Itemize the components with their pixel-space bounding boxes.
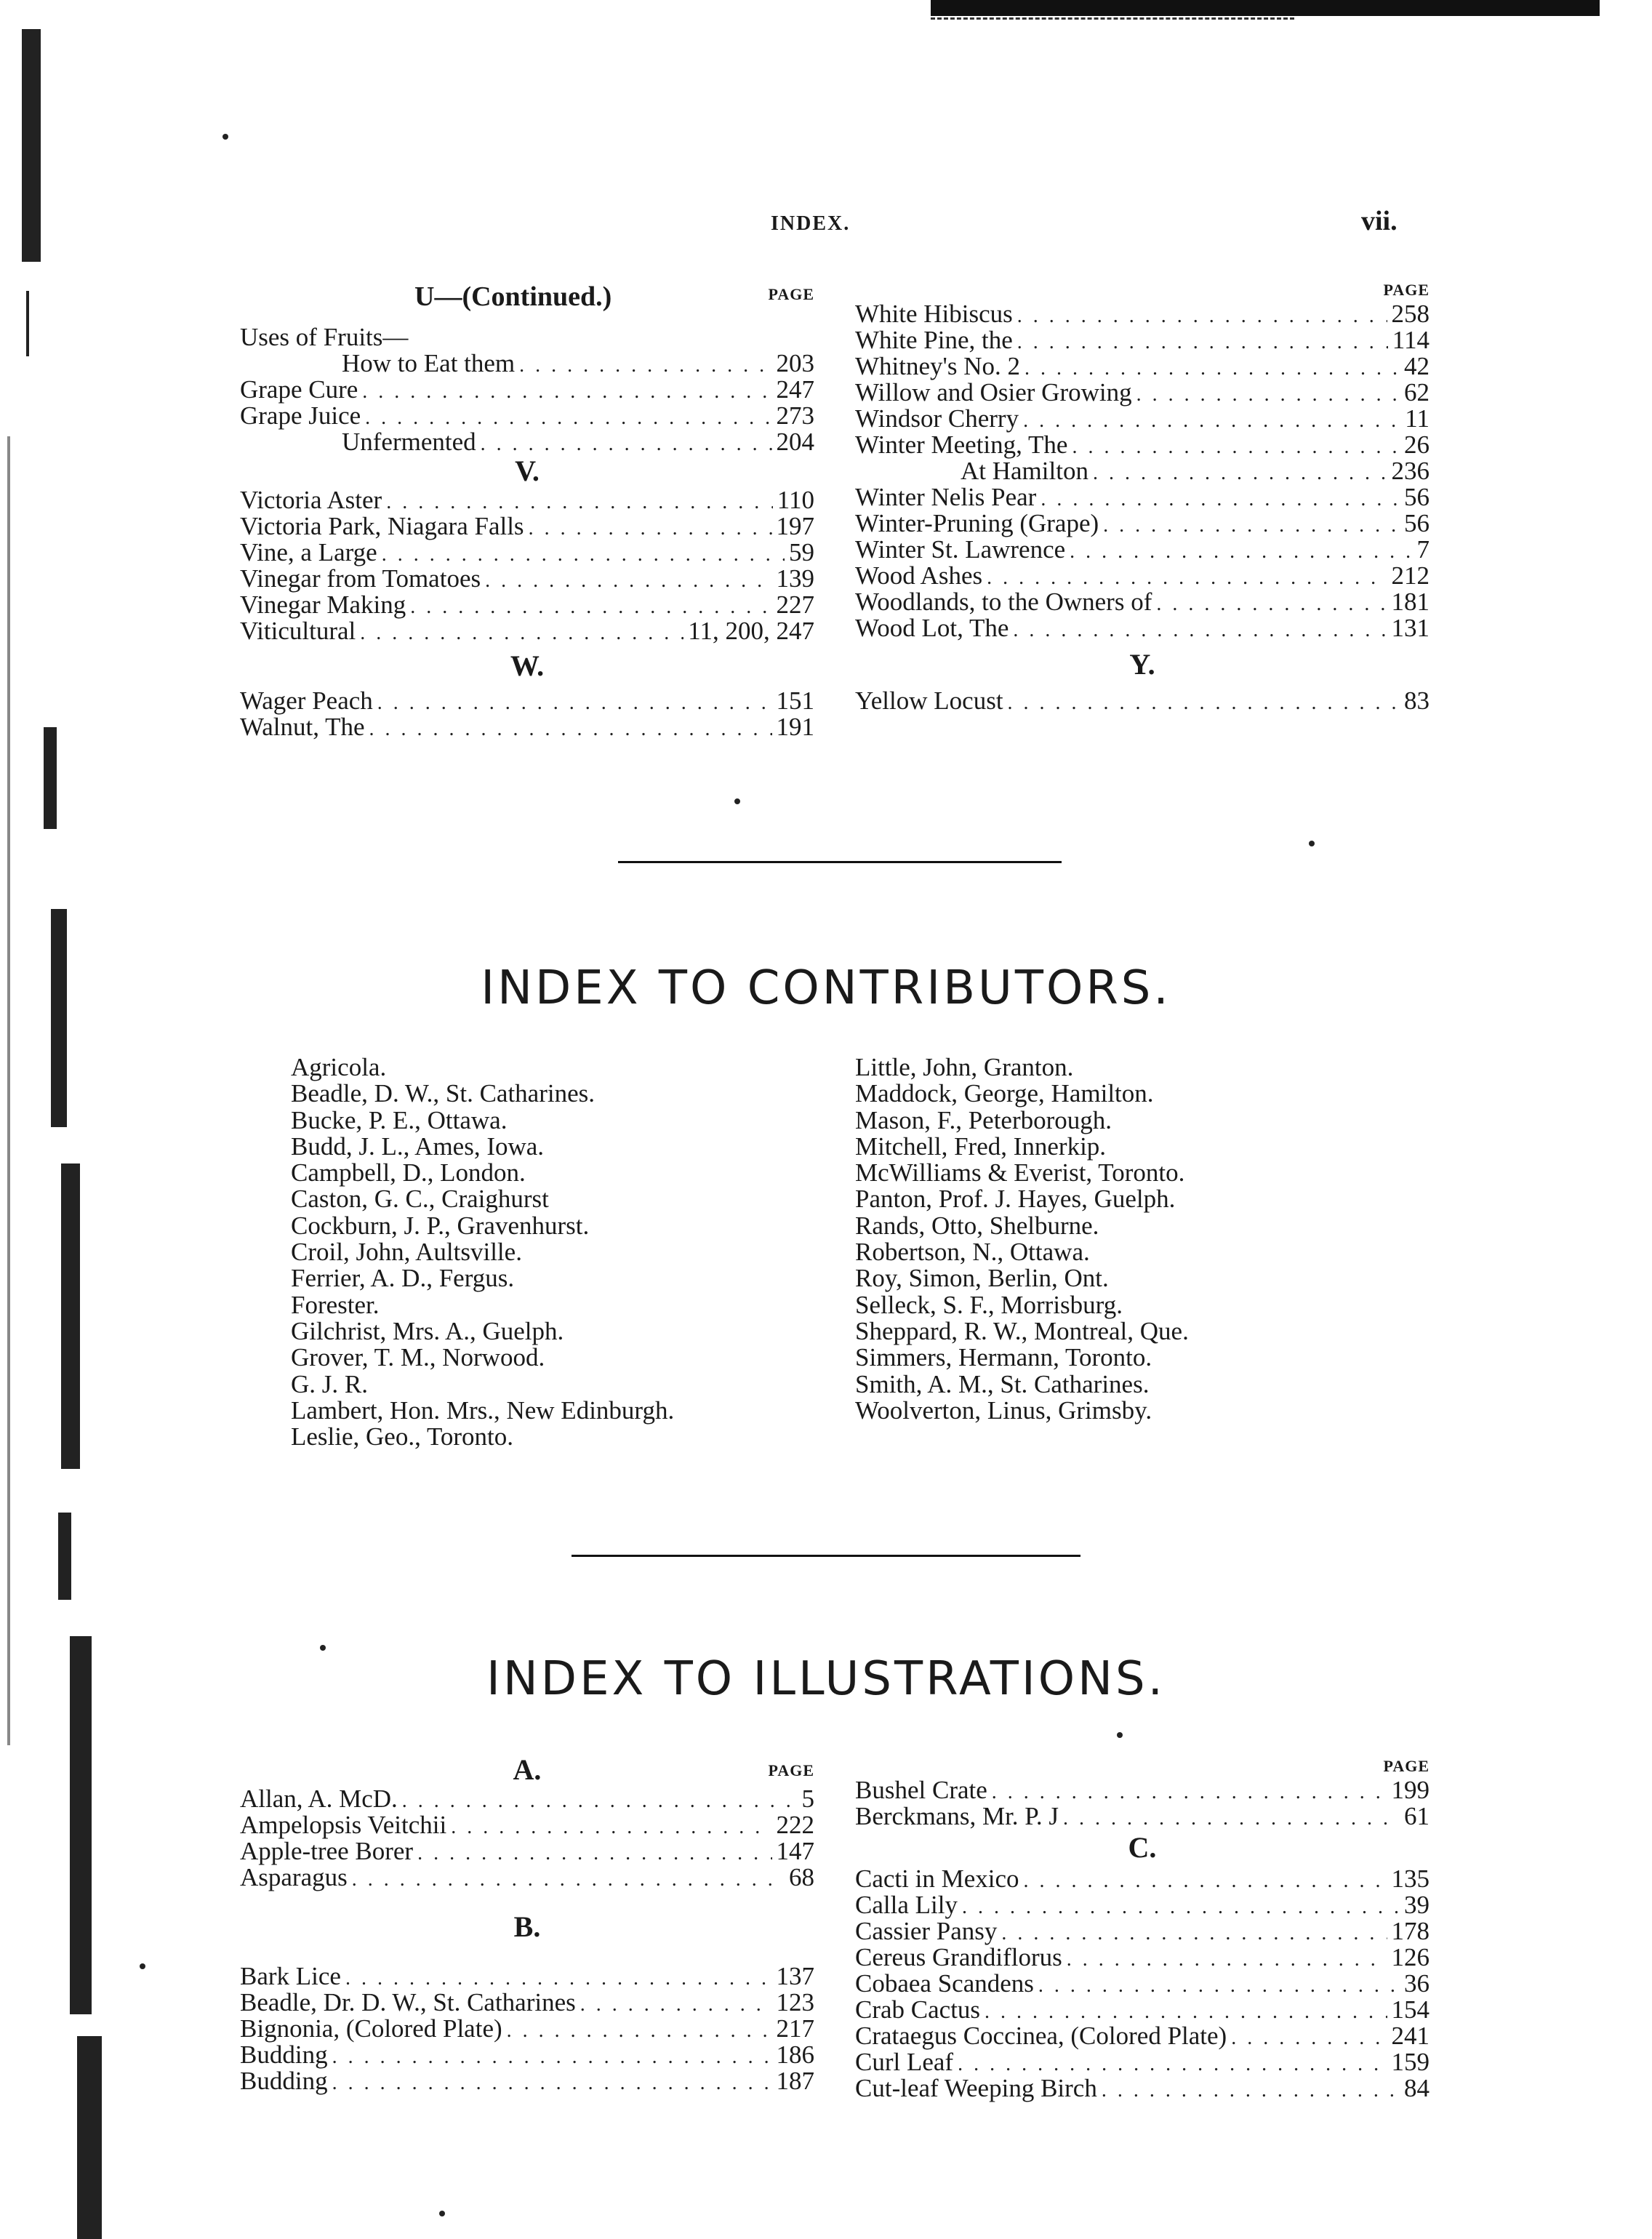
- contributor-name: Caston, G. C., Craighurst: [291, 1185, 549, 1214]
- index-entry: Wood Ashes . . . 212: [855, 563, 1430, 589]
- contributor-name: Panton, Prof. J. Hayes, Guelph.: [855, 1185, 1176, 1214]
- subject-index-right-column: [855, 281, 1430, 714]
- contributor-name: Beadle, D. W., St. Catharines.: [291, 1079, 596, 1108]
- running-head: INDEX.: [771, 212, 851, 235]
- contributors-right-column: [855, 1054, 1189, 1424]
- index-entry: Wager Peach . . . 151: [240, 688, 814, 714]
- index-entry: Asparagus . . . 68: [240, 1865, 814, 1891]
- scan-top-edge: [931, 0, 1600, 16]
- index-entry: Winter Nelis Pear . . . 56: [855, 484, 1430, 510]
- index-entry: Grape Cure . . . 247: [240, 377, 814, 403]
- index-entry: Beadle, Dr. D. W., St. Catharines . . . 123: [240, 1990, 814, 2016]
- contributor-name: McWilliams & Everist, Toronto.: [855, 1158, 1185, 1187]
- index-entry: Vine, a Large . . . 59: [240, 540, 814, 566]
- index-entry: Winter-Pruning (Grape) . . . 56: [855, 510, 1430, 537]
- contributor-name: Rands, Otto, Shelburne.: [855, 1211, 1099, 1240]
- page-number: vii.: [1361, 206, 1398, 236]
- index-entry: Vinegar Making . . . 227: [240, 592, 814, 618]
- index-entry: Victoria Park, Niagara Falls . . . 197: [240, 513, 814, 540]
- index-entry: White Hibiscus . . . 258: [855, 301, 1430, 327]
- index-entry: Crab Cactus . . . 154: [855, 1997, 1430, 2023]
- index-entry: Cobaea Scandens . . . 36: [855, 1971, 1430, 1997]
- section-heading-a: A.: [513, 1753, 542, 1786]
- index-entry: Yellow Locust . . . 83: [855, 688, 1430, 714]
- section-divider: [572, 1555, 1080, 1557]
- contributor-name: Roy, Simon, Berlin, Ont.: [855, 1264, 1109, 1293]
- page-column-label: PAGE: [1383, 1757, 1430, 1775]
- contributors-left-column: [291, 1054, 674, 1450]
- index-entry: Cut-leaf Weeping Birch . . . 84: [855, 2075, 1430, 2102]
- index-entry: Bignonia, (Colored Plate) . . . 217: [240, 2016, 814, 2042]
- index-entry: Cereus Grandiflorus . . . 126: [855, 1944, 1430, 1971]
- contributor-name: Forester.: [291, 1290, 380, 1319]
- page-column-label: PAGE: [1383, 281, 1430, 299]
- section-heading-b: B.: [513, 1910, 541, 1943]
- index-entry: Vinegar from Tomatoes . . . 139: [240, 566, 814, 592]
- section-divider: [618, 861, 1062, 863]
- page-column-label: PAGE: [768, 1761, 814, 1779]
- index-entry: Cassier Pansy . . . 178: [855, 1918, 1430, 1944]
- index-entry: Whitney's No. 2 . . . 42: [855, 353, 1430, 380]
- index-entry: Willow and Osier Growing . . . 62: [855, 380, 1430, 406]
- contributor-name: Ferrier, A. D., Fergus.: [291, 1264, 515, 1293]
- index-entry: Bushel Crate . . . 199: [855, 1777, 1430, 1803]
- index-entry: Walnut, The . . . 191: [240, 714, 814, 740]
- index-entry: Victoria Aster . . . 110: [240, 487, 814, 513]
- contributor-name: Agricola.: [291, 1053, 387, 1081]
- contributor-name: G. J. R.: [291, 1369, 368, 1398]
- index-entry: Uses of Fruits—: [240, 323, 409, 351]
- section-heading-y: Y.: [1129, 648, 1155, 681]
- contributor-name: Leslie, Geo., Toronto.: [291, 1422, 514, 1451]
- section-heading-v: V.: [515, 454, 540, 487]
- contributor-name: Smith, A. M., St. Catharines.: [855, 1369, 1150, 1398]
- index-entry: Berckmans, Mr. P. J . . . 61: [855, 1803, 1430, 1830]
- illustrations-title: INDEX TO ILLUSTRATIONS.: [486, 1652, 1166, 1706]
- index-entry: Unfermented . . . 204: [240, 429, 814, 455]
- page-column-label: PAGE: [768, 285, 814, 303]
- contributor-name: Grover, T. M., Norwood.: [291, 1343, 545, 1372]
- illustrations-left-column: [240, 1754, 814, 2094]
- index-entry: Woodlands, to the Owners of . . . 181: [855, 589, 1430, 615]
- illustrations-right-column: [855, 1757, 1430, 2102]
- contributor-name: Simmers, Hermann, Toronto.: [855, 1343, 1152, 1372]
- section-heading-u: U—(Continued.): [414, 281, 612, 312]
- index-entry: Cacti in Mexico . . . 135: [855, 1866, 1430, 1892]
- contributor-name: Sheppard, R. W., Montreal, Que.: [855, 1316, 1189, 1345]
- contributor-name: Bucke, P. E., Ottawa.: [291, 1105, 508, 1134]
- index-entry: Allan, A. McD. . . . 5: [240, 1786, 814, 1812]
- section-heading-c: C.: [1128, 1831, 1157, 1864]
- scan-top-dash: [931, 17, 1294, 20]
- index-entry: Crataegus Coccinea, (Colored Plate) . . . 241: [855, 2023, 1430, 2049]
- index-entry: At Hamilton . . . 236: [855, 458, 1430, 484]
- contributor-name: Mason, F., Peterborough.: [855, 1105, 1112, 1134]
- contributor-name: Woolverton, Linus, Grimsby.: [855, 1395, 1152, 1425]
- index-entry: Curl Leaf . . . 159: [855, 2049, 1430, 2075]
- contributor-name: Robertson, N., Ottawa.: [855, 1238, 1090, 1267]
- index-entry: Winter Meeting, The . . . 26: [855, 432, 1430, 458]
- contributors-title: INDEX TO CONTRIBUTORS.: [481, 961, 1171, 1015]
- index-entry: Budding . . . 186: [240, 2042, 814, 2068]
- index-entry: Grape Juice . . . 273: [240, 403, 814, 429]
- contributor-name: Campbell, D., London.: [291, 1158, 526, 1187]
- contributor-name: Maddock, George, Hamilton.: [855, 1079, 1154, 1108]
- section-heading-w: W.: [510, 649, 545, 682]
- contributor-name: Budd, J. L., Ames, Iowa.: [291, 1131, 545, 1161]
- index-entry: Wood Lot, The . . . 131: [855, 615, 1430, 641]
- contributor-name: Lambert, Hon. Mrs., New Edinburgh.: [291, 1395, 675, 1425]
- contributor-name: Gilchrist, Mrs. A., Guelph.: [291, 1316, 564, 1345]
- index-entry: How to Eat them . . . 203: [240, 351, 814, 377]
- index-entry: Viticultural . . . 11, 200, 247: [240, 618, 814, 644]
- subject-index-left-column: [240, 281, 814, 740]
- index-entry: Bark Lice . . . 137: [240, 1963, 814, 1990]
- index-entry: Ampelopsis Veitchii . . . 222: [240, 1812, 814, 1838]
- contributor-name: Croil, John, Aultsville.: [291, 1238, 522, 1267]
- index-entry: Windsor Cherry . . . 11: [855, 406, 1430, 432]
- index-entry: Apple-tree Borer . . . 147: [240, 1838, 814, 1865]
- index-entry: White Pine, the . . . 114: [855, 327, 1430, 353]
- index-entry: Winter St. Lawrence . . . 7: [855, 537, 1430, 563]
- contributor-name: Selleck, S. F., Morrisburg.: [855, 1290, 1123, 1319]
- scan-left-edge: [0, 0, 109, 2239]
- index-entry: Calla Lily . . . 39: [855, 1892, 1430, 1918]
- contributor-name: Little, John, Granton.: [855, 1053, 1074, 1081]
- contributor-name: Mitchell, Fred, Innerkip.: [855, 1131, 1107, 1161]
- index-entry: Budding . . . 187: [240, 2068, 814, 2094]
- contributor-name: Cockburn, J. P., Gravenhurst.: [291, 1211, 590, 1240]
